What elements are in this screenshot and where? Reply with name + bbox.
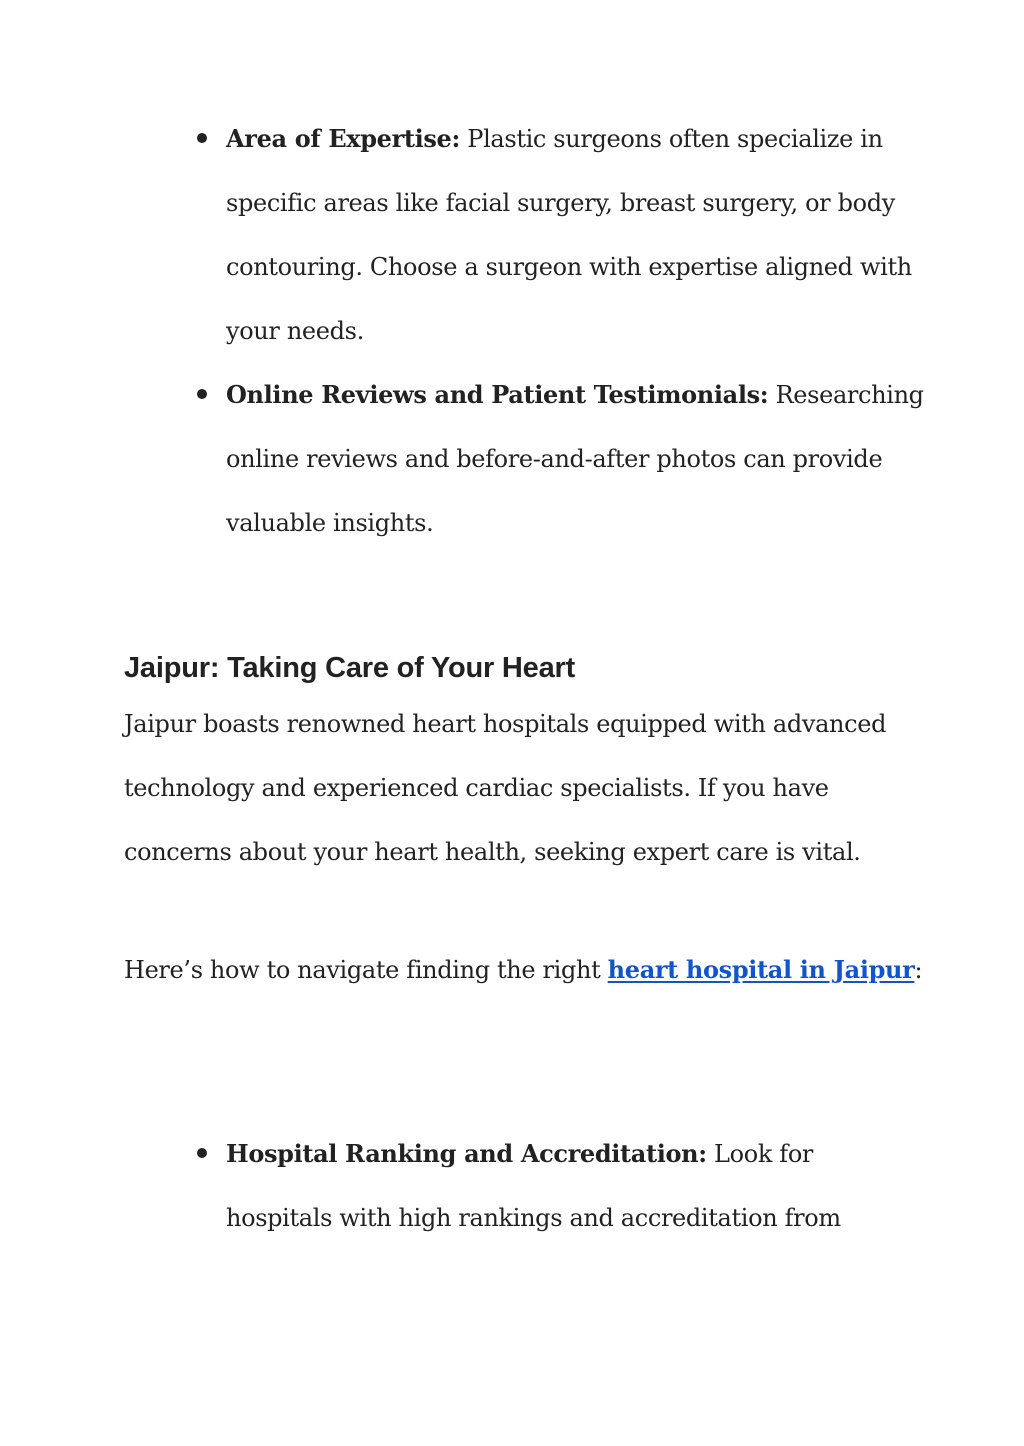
howto-suffix-text: : xyxy=(914,956,923,984)
list-item-term: Hospital Ranking and Accreditation: xyxy=(226,1139,707,1168)
hospital-criteria-list xyxy=(226,1122,926,1250)
howto-prefix-text: Here’s how to navigate finding the right xyxy=(124,956,608,984)
bullet-icon xyxy=(197,1148,207,1158)
howto-paragraph xyxy=(124,938,924,1002)
list-item xyxy=(226,363,926,555)
section-intro-paragraph: Jaipur boasts renowned heart hospitals equipped with advanced technology and experienced cardiac specialists. If you have concerns about your heart health, seeking expert care is vital. xyxy=(124,710,887,866)
section-heading: Jaipur: Taking Care of Your Heart xyxy=(124,652,576,684)
bullet-icon xyxy=(197,389,207,399)
bullet-icon xyxy=(197,133,207,143)
list-item xyxy=(226,1122,926,1250)
list-item-term: Online Reviews and Patient Testimonials: xyxy=(226,380,769,409)
expertise-criteria-list xyxy=(226,107,926,555)
list-item xyxy=(226,107,926,363)
list-item-term: Area of Expertise: xyxy=(226,124,460,153)
heart-hospital-link[interactable]: heart hospital in Jaipur xyxy=(607,955,915,984)
list-item-text: Look for hospitals with high rankings and accreditation from xyxy=(226,1140,841,1232)
list-item-text: Plastic surgeons often specialize in specific areas like facial surgery, breast surgery, or body contouring. Choose a surgeon with expertise aligned with your needs. xyxy=(226,125,912,345)
list-item-text: Researching online reviews and before-and-after photos can provide valuable insights. xyxy=(226,381,924,537)
